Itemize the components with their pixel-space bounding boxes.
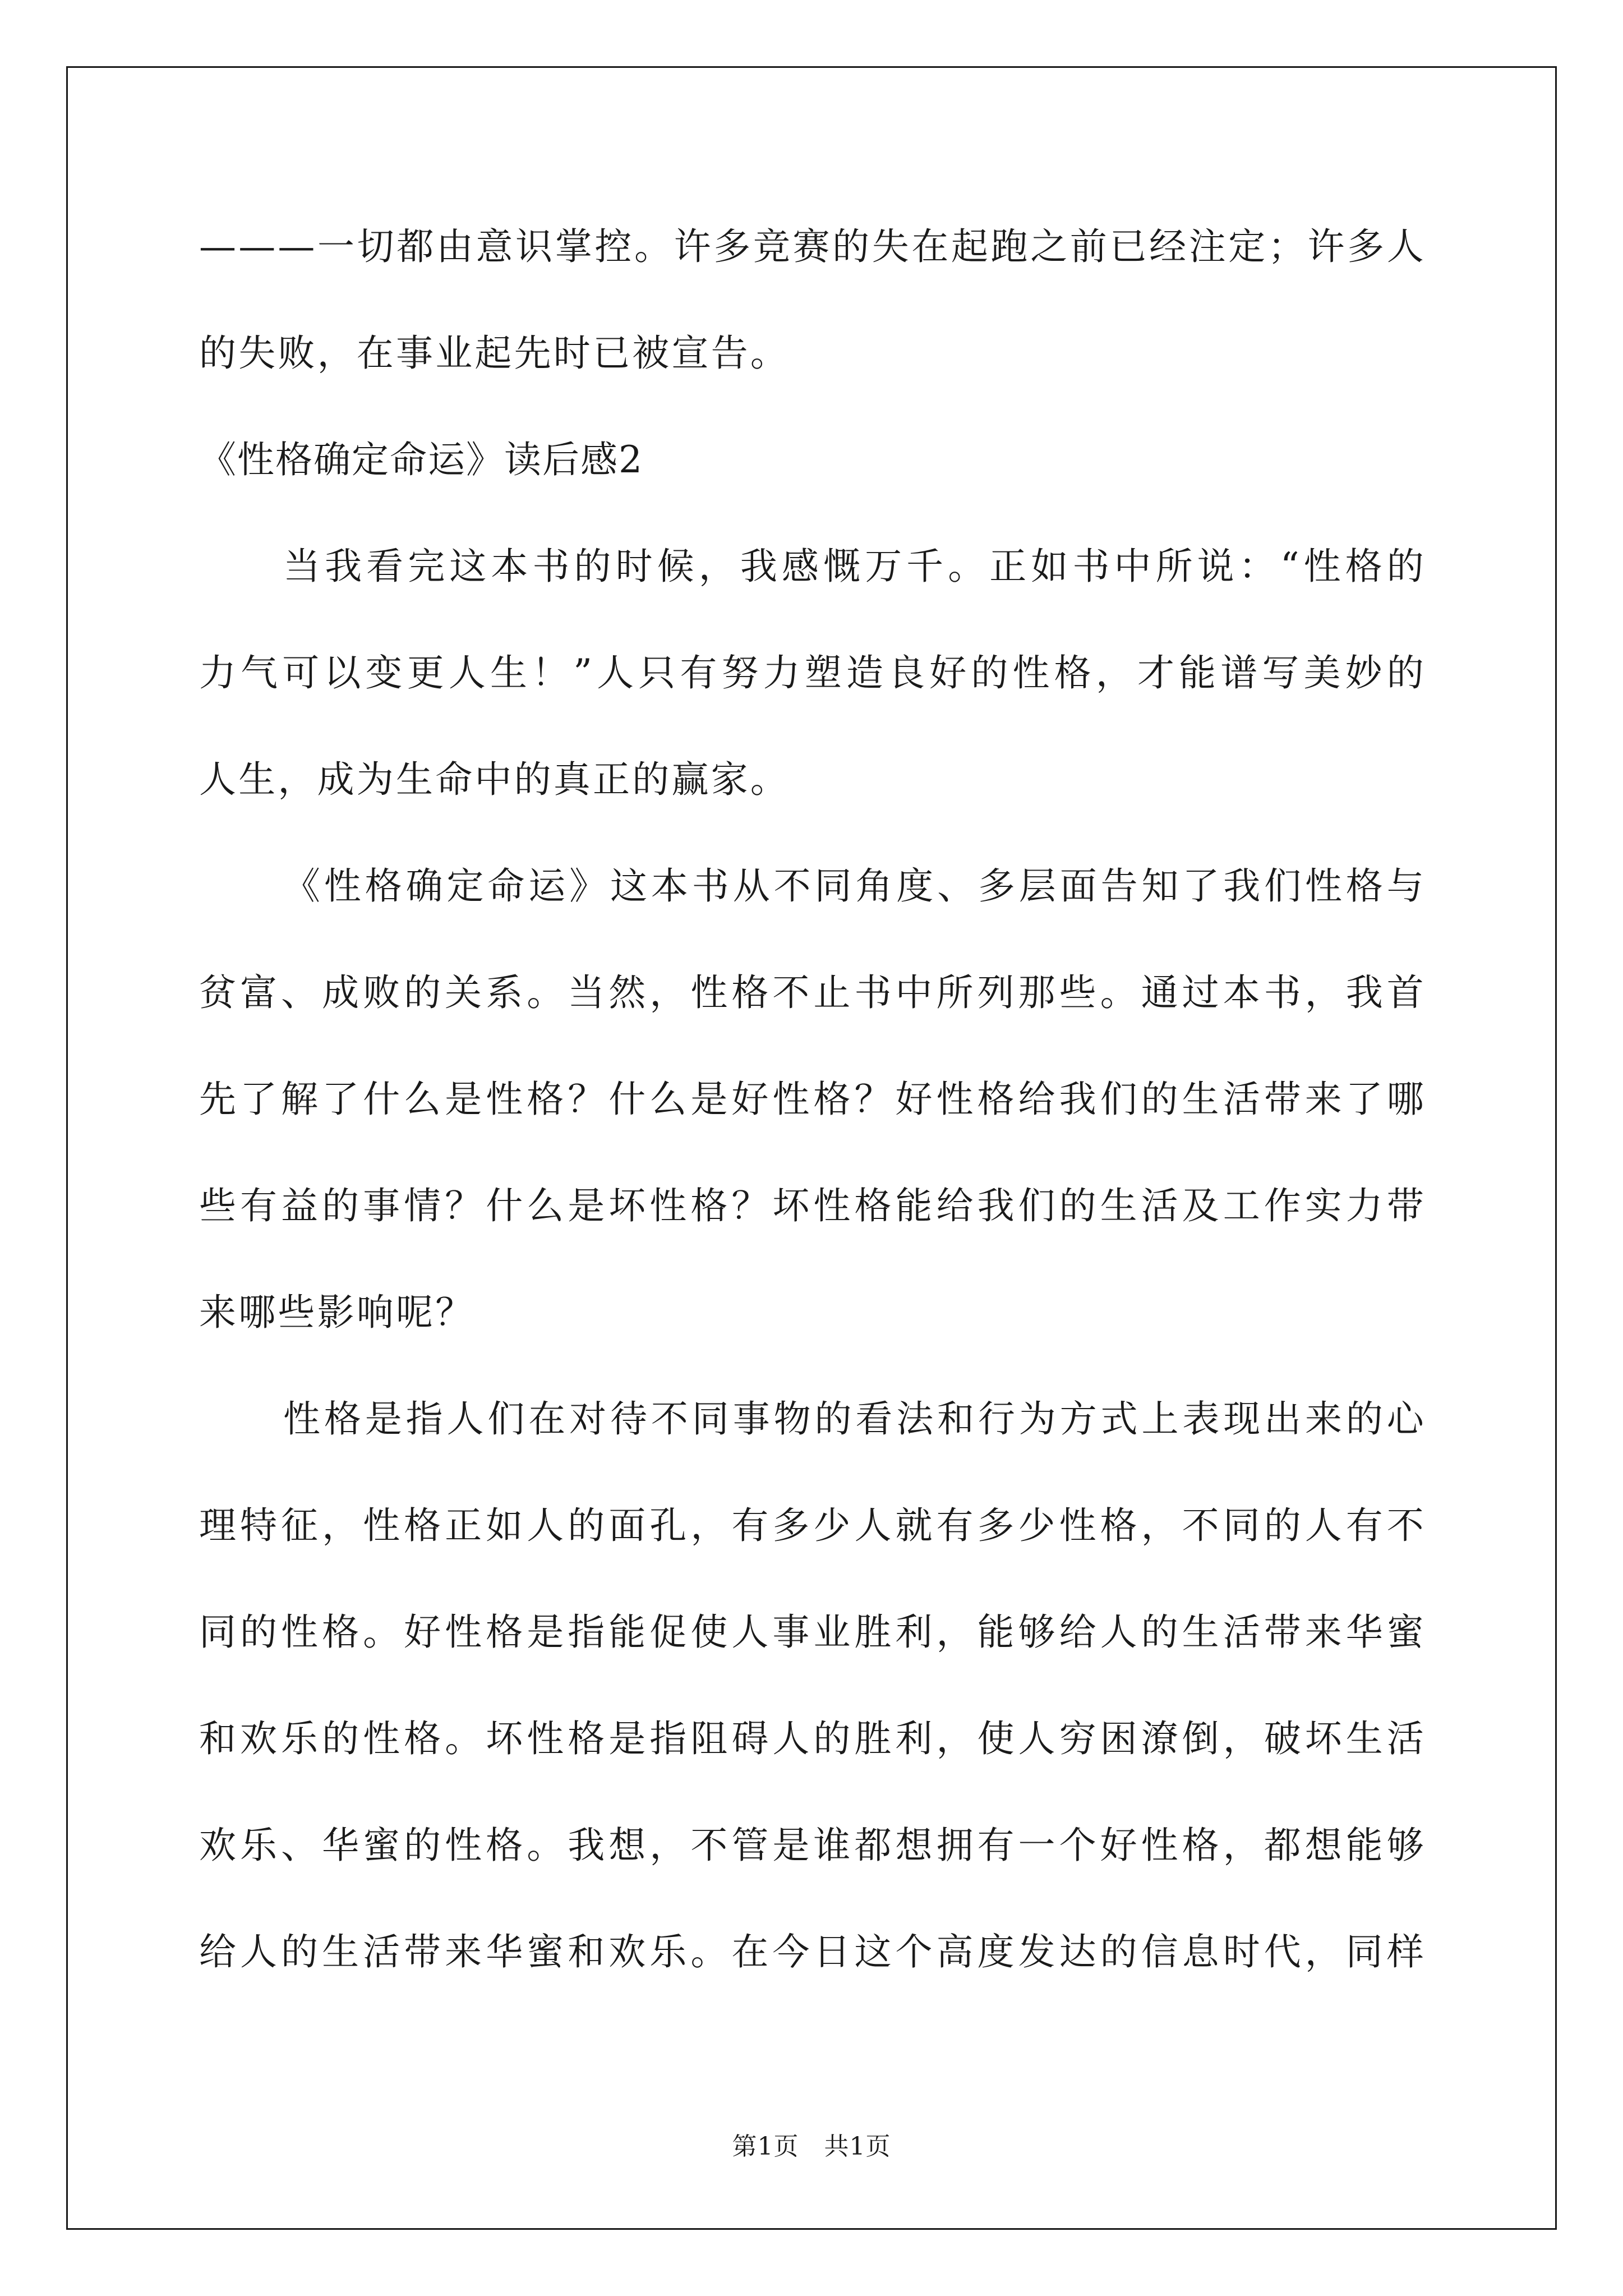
text-line: 理特征，性格正如人的面孔，有多少人就有多少性格，不同的人有不 — [199, 1504, 1426, 1547]
text-line: 和欢乐的性格。坏性格是指阻碍人的胜利，使人穷困潦倒，破坏生活 — [199, 1717, 1426, 1760]
section-heading: 《性格确定命运》读后感2 — [199, 438, 643, 481]
text-line: 性格是指人们在对待不同事物的看法和行为方式上表现出来的心 — [283, 1397, 1426, 1441]
text-line: 先了解了什么是性格？什么是好性格？好性格给我们的生活带来了哪 — [199, 1078, 1426, 1121]
page-number-footer: 第1页 共1页 — [732, 2132, 891, 2161]
text-line: 来哪些影响呢？ — [199, 1291, 475, 1334]
text-line: 同的性格。好性格是指能促使人事业胜利，能够给人的生活带来华蜜 — [199, 1611, 1426, 1654]
text-line: 给人的生活带来华蜜和欢乐。在今日这个高度发达的信息时代，同样 — [199, 1930, 1426, 1973]
text-line: 力气可以变更人生！”人只有努力塑造良好的性格，才能谱写美妙的 — [199, 651, 1426, 694]
text-line: ———一切都由意识掌控。许多竞赛的失在起跑之前已经注定；许多人 — [199, 225, 1426, 268]
text-line: 人生，成为生命中的真正的赢家。 — [199, 758, 790, 801]
document-body — [199, 213, 1426, 2025]
text-line: 当我看完这本书的时候，我感慨万千。正如书中所说：“性格的 — [283, 545, 1426, 588]
text-line: 的失败，在事业起先时已被宣告。 — [199, 332, 790, 375]
text-line: 《性格确定命运》这本书从不同角度、多层面告知了我们性格与 — [283, 864, 1426, 908]
text-line: 贫富、成败的关系。当然，性格不止书中所列那些。通过本书，我首 — [199, 971, 1426, 1014]
text-line: 欢乐、华蜜的性格。我想，不管是谁都想拥有一个好性格，都想能够 — [199, 1824, 1426, 1867]
text-line: 些有益的事情？什么是坏性格？坏性格能给我们的生活及工作实力带 — [199, 1184, 1426, 1227]
